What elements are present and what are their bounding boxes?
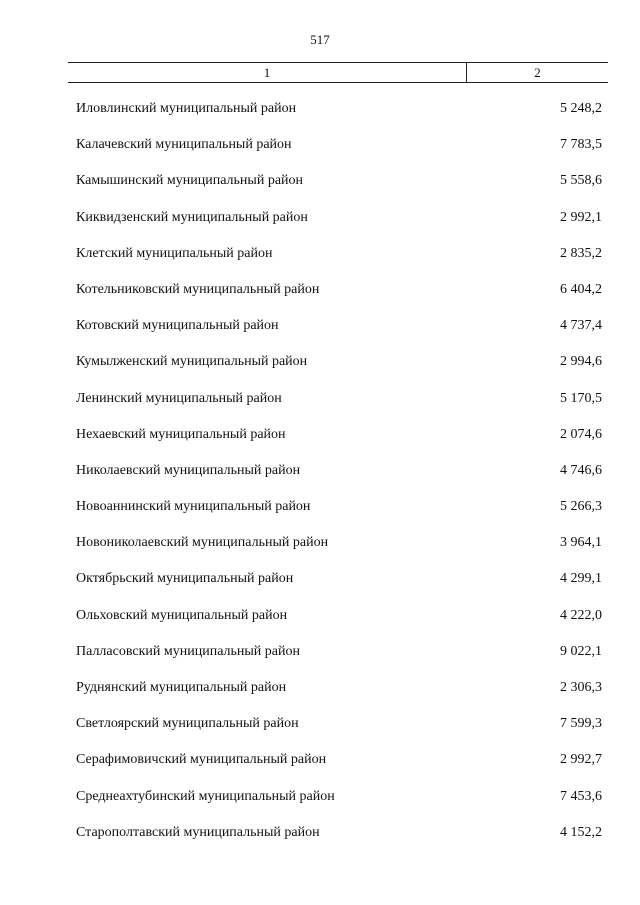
district-name: Серафимовичский муниципальный район xyxy=(76,752,327,768)
district-name: Светлоярский муниципальный район xyxy=(76,716,299,732)
column-header-1: 1 xyxy=(68,63,467,82)
district-name: Иловлинский муниципальный район xyxy=(76,101,297,116)
district-value: 5 266,3 xyxy=(560,499,602,515)
district-name: Клетский муниципальный район xyxy=(76,245,273,261)
district-name: Нехаевский муниципальный район xyxy=(76,426,286,442)
table-row xyxy=(76,349,602,385)
table-row xyxy=(76,132,602,168)
district-value: 3 964,1 xyxy=(560,535,602,551)
table-row xyxy=(76,422,602,458)
district-value: 6 404,2 xyxy=(560,281,602,297)
district-value: 4 152,2 xyxy=(560,824,602,840)
district-value: 4 737,4 xyxy=(560,318,602,334)
district-value: 2 306,3 xyxy=(560,680,602,695)
table-row xyxy=(76,205,602,241)
district-name: Октябрьский муниципальный район xyxy=(76,571,294,587)
district-name: Камышинский муниципальный район xyxy=(76,173,304,189)
district-name: Палласовский муниципальный район xyxy=(76,643,300,659)
district-name: Калачевский муниципальный район xyxy=(76,137,292,153)
table-row xyxy=(76,386,602,422)
district-name: Старополтавский муниципальный район xyxy=(76,824,320,840)
table-row xyxy=(76,603,602,639)
table-row xyxy=(76,458,602,494)
district-value: 7 599,3 xyxy=(560,716,602,732)
table-row xyxy=(76,784,602,820)
district-name: Котельниковский муниципальный район xyxy=(76,281,320,297)
table-row xyxy=(76,494,602,530)
table-body xyxy=(76,96,602,856)
district-value: 5 170,5 xyxy=(560,390,602,406)
district-name: Ленинский муниципальный район xyxy=(76,390,282,406)
table-header xyxy=(68,62,608,83)
district-value: 7 783,5 xyxy=(560,137,602,153)
district-name: Новониколаевский муниципальный район xyxy=(76,535,329,551)
district-value: 5 248,2 xyxy=(560,101,602,116)
table-row xyxy=(76,639,602,675)
page-number: 517 xyxy=(310,32,330,47)
district-value: 5 558,6 xyxy=(560,173,602,189)
district-name: Котовский муниципальный район xyxy=(76,318,279,334)
table-row xyxy=(76,530,602,566)
district-name: Ольховский муниципальный район xyxy=(76,607,288,623)
table-row xyxy=(76,168,602,204)
district-value: 2 074,6 xyxy=(560,426,602,442)
table-row xyxy=(76,711,602,747)
district-value: 2 835,2 xyxy=(560,245,602,261)
district-name: Новоаннинский муниципальный район xyxy=(76,499,311,515)
column-header-2: 2 xyxy=(534,65,541,80)
table-row xyxy=(76,96,602,132)
district-value: 4 746,6 xyxy=(560,462,602,478)
district-value: 2 992,7 xyxy=(560,752,602,768)
district-name: Руднянский муниципальный район xyxy=(76,680,287,695)
district-name: Киквидзенский муниципальный район xyxy=(76,209,308,225)
district-value: 2 992,1 xyxy=(560,209,602,225)
table-row xyxy=(76,241,602,277)
district-value: 7 453,6 xyxy=(560,788,602,804)
table-row xyxy=(76,747,602,783)
district-name: Среднеахтубинский муниципальный район xyxy=(76,788,335,804)
district-value: 2 994,6 xyxy=(560,354,602,370)
district-value: 4 299,1 xyxy=(560,571,602,587)
table-row xyxy=(76,566,602,602)
table-row xyxy=(76,675,602,711)
district-value: 4 222,0 xyxy=(560,607,602,623)
table-row xyxy=(76,313,602,349)
district-name: Кумылженский муниципальный район xyxy=(76,354,308,370)
table-row xyxy=(76,277,602,313)
district-name: Николаевский муниципальный район xyxy=(76,462,301,478)
table-row xyxy=(76,820,602,856)
district-value: 9 022,1 xyxy=(560,643,602,659)
